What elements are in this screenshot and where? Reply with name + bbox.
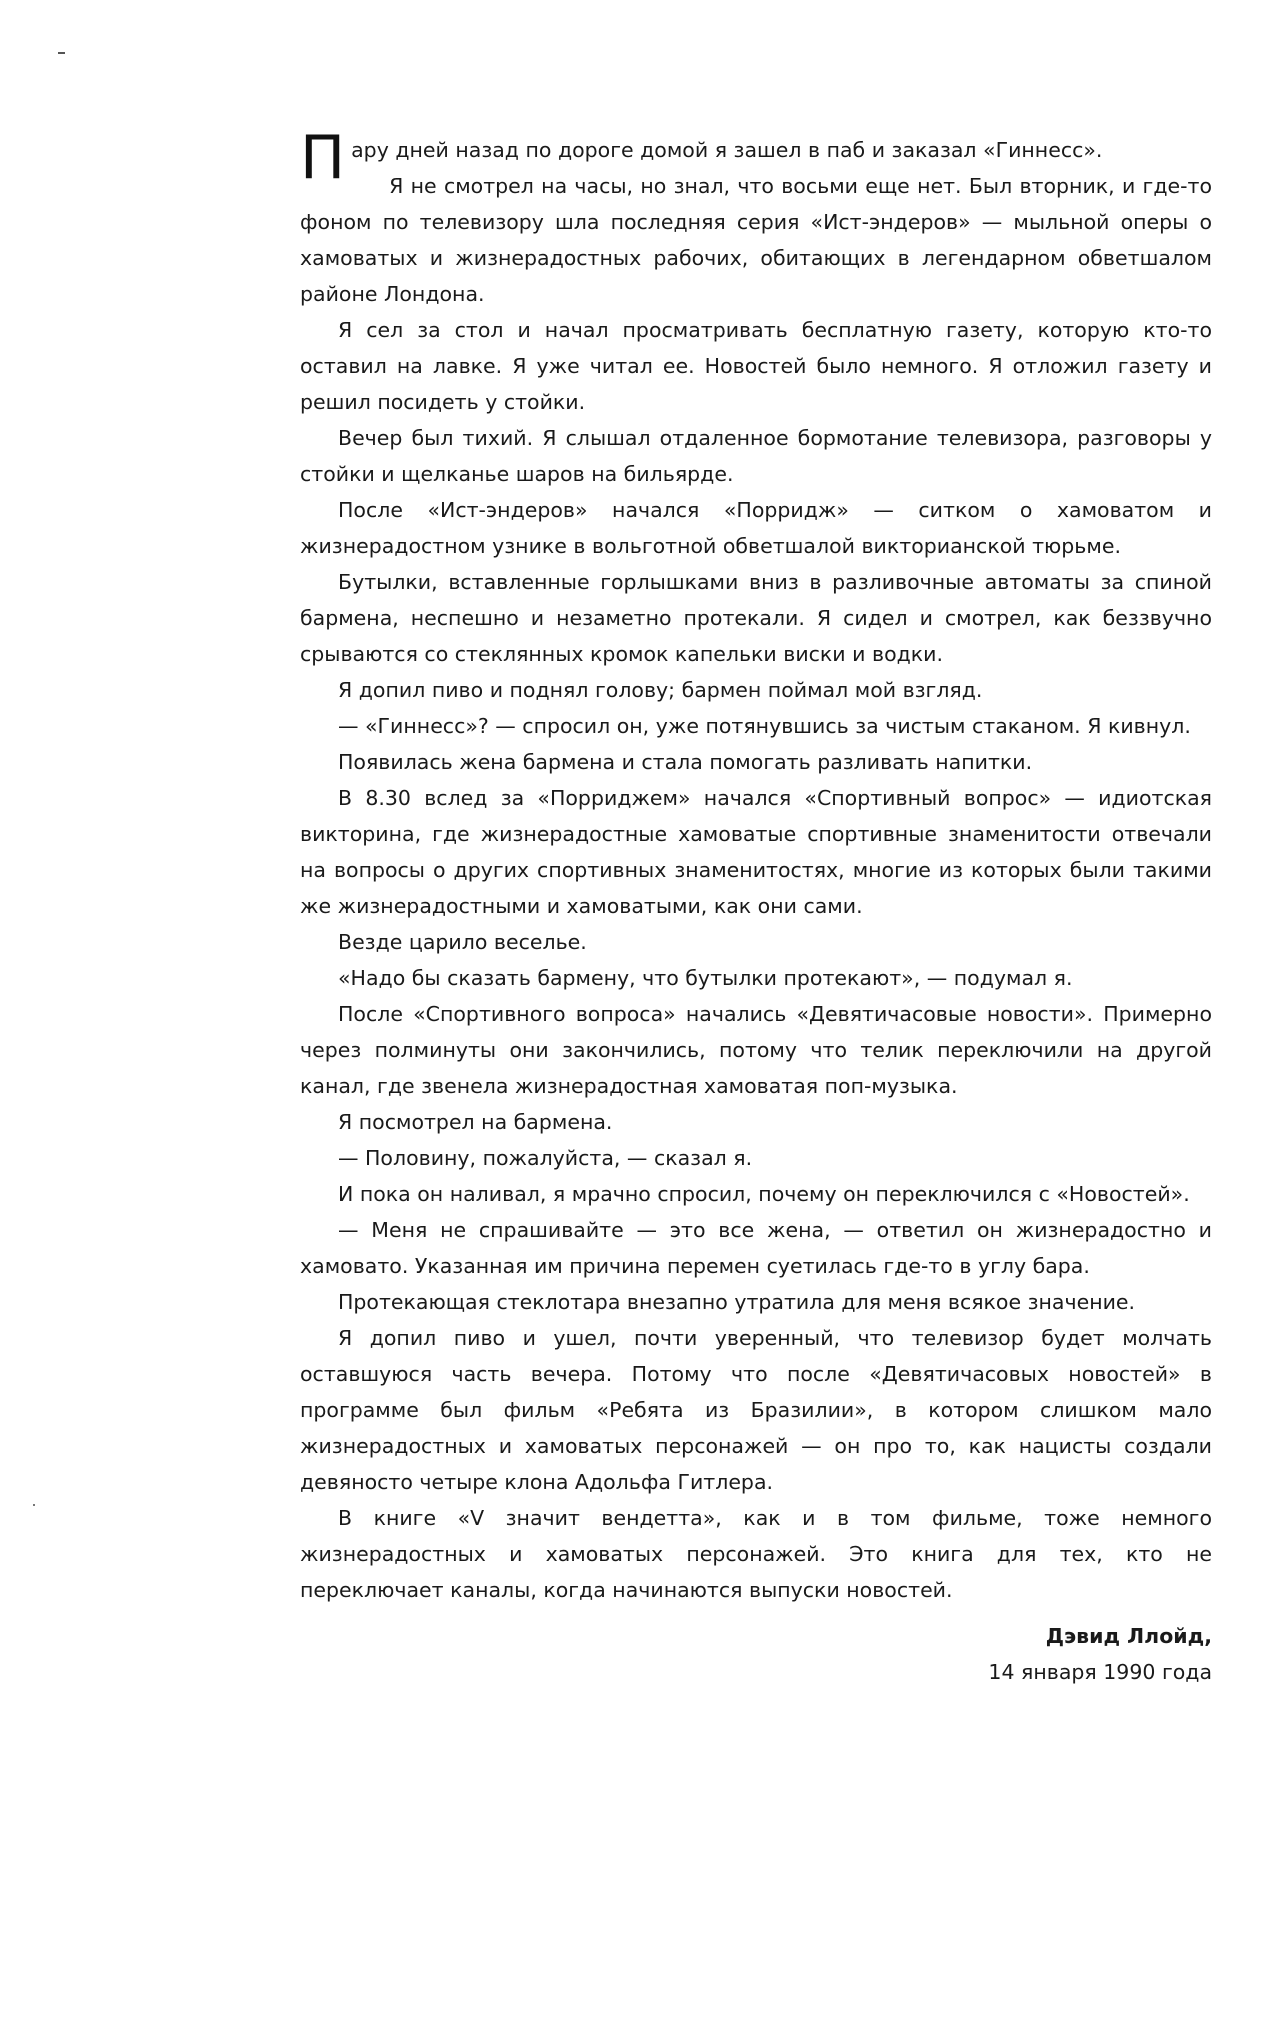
signature-block <box>300 1618 1212 1690</box>
paragraph: Я сел за стол и начал просматривать бесплатную газету, которую кто-то оставил на лавке. Я уже читал ее. Новостей было немного. Я отложил газету и решил посидеть у стойки. <box>300 318 1212 414</box>
foreword-text <box>300 123 1212 1690</box>
paragraph: Я допил пиво и поднял голову; бармен поймал мой взгляд. <box>338 678 983 702</box>
paragraph-first-text: ару дней назад по дороге домой я зашел в паб и заказал «Гиннесс». <box>351 138 1103 162</box>
signature-date: 14 января 1990 года <box>988 1660 1212 1684</box>
paragraph: Везде царило веселье. <box>338 930 587 954</box>
paragraph: — Меня не спрашивайте — это все жена, — ответил он жизнерадостно и хамовато. Указанная им причина перемен суетилась где-то в углу бара. <box>300 1218 1212 1278</box>
paragraph: И пока он наливал, я мрачно спросил, почему он переключился с «Новостей». <box>338 1182 1190 1206</box>
drop-cap: П <box>300 123 346 193</box>
paragraph-first <box>300 123 1212 193</box>
scan-artifact-dot <box>33 1504 35 1506</box>
scan-artifact-mark <box>58 52 65 54</box>
paragraph: В 8.30 вслед за «Порриджем» начался «Спортивный вопрос» — идиотская викторина, где жизнерадостные хамоватые спортивные знаменитости отвечали на вопросы о других спортивных знаменитостях, многие из которых были такими же жизнерадостными и хамоватыми, как они сами. <box>300 786 1212 918</box>
paragraph: — «Гиннесс»? — спросил он, уже потянувшись за чистым стаканом. Я кивнул. <box>338 714 1191 738</box>
paragraph: Вечер был тихий. Я слышал отдаленное бормотание телевизора, разговоры у стойки и щелканье шаров на бильярде. <box>300 426 1212 486</box>
paragraph: «Надо бы сказать бармену, что бутылки протекают», — подумал я. <box>338 966 1073 990</box>
paragraph: Появилась жена бармена и стала помогать разливать напитки. <box>338 750 1033 774</box>
paragraph: После «Ист-эндеров» начался «Порридж» — ситком о хамоватом и жизнерадостном узнике в вольготной обветшалой викторианской тюрьме. <box>300 498 1212 558</box>
paragraph: После «Спортивного вопроса» начались «Девятичасовые новости». Примерно через полминуты они закончились, потому что телик переключили на другой канал, где звенела жизнерадостная хамоватая поп-музыка. <box>300 1002 1212 1098</box>
paragraph: Я посмотрел на бармена. <box>338 1110 613 1134</box>
paragraph: Бутылки, вставленные горлышками вниз в разливочные автоматы за спиной бармена, неспешно и незаметно протекали. Я сидел и смотрел, как беззвучно срываются со стеклянных кромок капельки виски и водки. <box>300 570 1212 666</box>
paragraph: Протекающая стеклотара внезапно утратила для меня всякое значение. <box>338 1290 1136 1314</box>
paragraph: В книге «V значит вендетта», как и в том фильме, тоже немного жизнерадостных и хамоватых персонажей. Это книга для тех, кто не переключает каналы, когда начинаются выпуски новостей. <box>300 1506 1212 1602</box>
author-name: Дэвид Ллойд, <box>1045 1624 1212 1648</box>
paragraph: Я не смотрел на часы, но знал, что восьми еще нет. Был вторник, и где-то фоном по телевизору шла последняя серия «Ист-эндеров» — мыльной оперы о хамоватых и жизнерадостных рабочих, обитающих в легендарном обветшалом районе Лондона. <box>300 174 1212 306</box>
paragraph: Я допил пиво и ушел, почти уверенный, что телевизор будет молчать оставшуюся часть вечера. Потому что после «Девятичасовых новостей» в программе был фильм «Ребята из Бразилии», в котором слишком мало жизнерадостных и хамоватых персонажей — он про то, как нацисты создали девяносто четыре клона Адольфа Гитлера. <box>300 1326 1212 1494</box>
paragraph: — Половину, пожалуйста, — сказал я. <box>338 1146 753 1170</box>
